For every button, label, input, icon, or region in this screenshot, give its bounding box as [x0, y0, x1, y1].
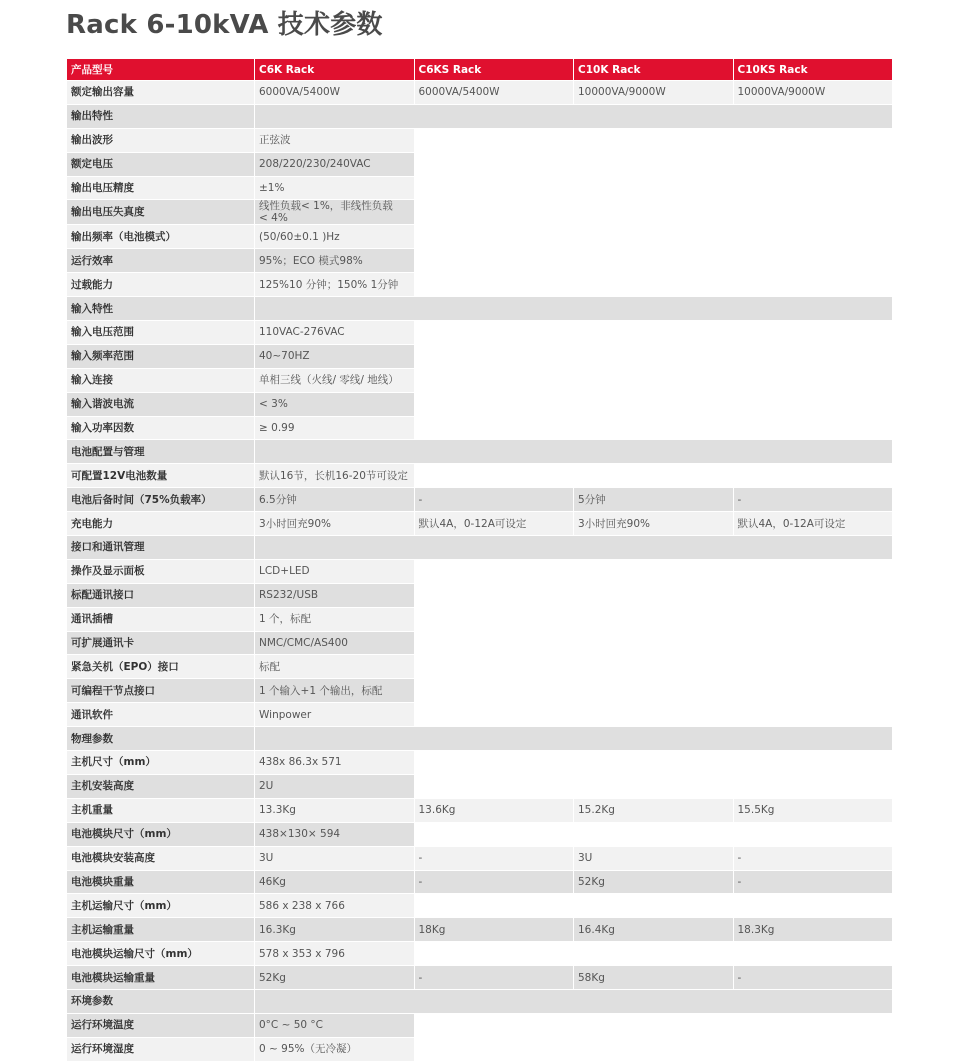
cell-value: 默认4A，0-12A可设定	[414, 512, 574, 536]
table-row	[67, 512, 893, 536]
row-label: 电池后备时间（75%负载率）	[67, 488, 255, 512]
row-label: 输出频率（电池模式）	[67, 225, 255, 249]
empty-cell	[414, 128, 893, 152]
cell-value: -	[733, 846, 893, 870]
table-row	[67, 559, 893, 583]
table-row	[67, 870, 893, 894]
cell-value-line: < 4%	[259, 212, 288, 225]
table-row	[67, 152, 893, 176]
cell-value: 6000VA/5400W	[414, 81, 574, 105]
row-label: 输出电压失真度	[67, 200, 255, 225]
table-row	[67, 321, 893, 345]
row-label: 电池模块安装高度	[67, 846, 255, 870]
table-row	[67, 1037, 893, 1061]
row-label: 运行环境温度	[67, 1013, 255, 1037]
empty-cell	[414, 176, 893, 200]
row-label: 输出波形	[67, 128, 255, 152]
cell-value: 正弦波	[255, 128, 415, 152]
empty-cell	[414, 152, 893, 176]
table-row	[67, 225, 893, 249]
page-title: Rack 6-10kVA 技术参数	[66, 10, 383, 40]
table-row	[67, 655, 893, 679]
header-model-3: C10K Rack	[574, 59, 734, 81]
table-row	[67, 344, 893, 368]
cell-value: 46Kg	[255, 870, 415, 894]
category-label: 环境参数	[67, 989, 255, 1013]
row-label: 输出电压精度	[67, 176, 255, 200]
cell-value: 52Kg	[255, 966, 415, 990]
empty-cell	[414, 392, 893, 416]
empty-cell	[414, 273, 893, 297]
cell-value: RS232/USB	[255, 583, 415, 607]
row-label: 充电能力	[67, 512, 255, 536]
header-model-2: C6KS Rack	[414, 59, 574, 81]
header-model-label: 产品型号	[67, 59, 255, 81]
cell-value: ±1%	[255, 176, 415, 200]
empty-cell	[414, 225, 893, 249]
cell-value: 6000VA/5400W	[255, 81, 415, 105]
cell-value: 18.3Kg	[733, 918, 893, 942]
row-label: 主机尺寸（mm）	[67, 751, 255, 775]
cell-value: 10000VA/9000W	[733, 81, 893, 105]
table-category-row	[67, 297, 893, 321]
cell-value: -	[414, 488, 574, 512]
category-label: 电池配置与管理	[67, 440, 255, 464]
row-label: 电池模块运输尺寸（mm）	[67, 942, 255, 966]
table-row	[67, 273, 893, 297]
cell-value: 578 x 353 x 796	[255, 942, 415, 966]
row-label: 运行效率	[67, 249, 255, 273]
cell-value: 1 个输入+1 个输出，标配	[255, 679, 415, 703]
table-category-row	[67, 104, 893, 128]
table-row	[67, 249, 893, 273]
cell-value: -	[733, 870, 893, 894]
table-row	[67, 798, 893, 822]
row-label: 输入电压范围	[67, 321, 255, 345]
cell-value: 16.4Kg	[574, 918, 734, 942]
category-spacer	[255, 989, 893, 1013]
table-row	[67, 894, 893, 918]
table-row	[67, 176, 893, 200]
empty-cell	[414, 416, 893, 440]
table-category-row	[67, 440, 893, 464]
table-row	[67, 774, 893, 798]
empty-cell	[414, 321, 893, 345]
table-row	[67, 631, 893, 655]
category-spacer	[255, 440, 893, 464]
cell-value: 10000VA/9000W	[574, 81, 734, 105]
category-label: 物理参数	[67, 727, 255, 751]
cell-value-line: 线性负载< 1%，非线性负载	[259, 200, 393, 213]
table-row	[67, 822, 893, 846]
cell-value: 0 ~ 95%（无冷凝）	[255, 1037, 415, 1061]
cell-value: -	[414, 966, 574, 990]
empty-cell	[414, 464, 893, 488]
cell-value: -	[414, 846, 574, 870]
cell-value: 3U	[574, 846, 734, 870]
category-label: 输入特性	[67, 297, 255, 321]
cell-value: 208/220/230/240VAC	[255, 152, 415, 176]
table-row	[67, 942, 893, 966]
row-label: 通讯软件	[67, 703, 255, 727]
table-row	[67, 966, 893, 990]
empty-cell	[414, 200, 893, 225]
table-category-row	[67, 536, 893, 560]
row-label: 主机运输尺寸（mm）	[67, 894, 255, 918]
table-row	[67, 607, 893, 631]
row-label: 运行环境湿度	[67, 1037, 255, 1061]
table-row	[67, 128, 893, 152]
cell-value: 默认16节，长机16-20节可设定	[255, 464, 415, 488]
row-label: 输入频率范围	[67, 344, 255, 368]
cell-value: 1 个，标配	[255, 607, 415, 631]
cell-value: 5分钟	[574, 488, 734, 512]
empty-cell	[414, 631, 893, 655]
table-row	[67, 751, 893, 775]
empty-cell	[414, 607, 893, 631]
table-category-row	[67, 727, 893, 751]
category-spacer	[255, 104, 893, 128]
table-row	[67, 81, 893, 105]
category-label: 接口和通讯管理	[67, 536, 255, 560]
spec-table	[66, 58, 893, 1062]
empty-cell	[414, 368, 893, 392]
row-label: 可扩展通讯卡	[67, 631, 255, 655]
row-label: 电池模块重量	[67, 870, 255, 894]
table-row	[67, 1013, 893, 1037]
row-label: 电池模块尺寸（mm）	[67, 822, 255, 846]
cell-value: 2U	[255, 774, 415, 798]
empty-cell	[414, 822, 893, 846]
cell-value: 15.2Kg	[574, 798, 734, 822]
cell-value	[255, 200, 415, 225]
cell-value: 95%；ECO 模式98%	[255, 249, 415, 273]
table-row	[67, 679, 893, 703]
cell-value: 单相三线（火线/ 零线/ 地线）	[255, 368, 415, 392]
cell-value: -	[414, 870, 574, 894]
table-row	[67, 368, 893, 392]
row-label: 输入谐波电流	[67, 392, 255, 416]
cell-value: 586 x 238 x 766	[255, 894, 415, 918]
row-label: 主机安装高度	[67, 774, 255, 798]
row-label: 紧急关机（EPO）接口	[67, 655, 255, 679]
empty-cell	[414, 774, 893, 798]
cell-value: 13.6Kg	[414, 798, 574, 822]
header-model-4: C10KS Rack	[733, 59, 893, 81]
category-spacer	[255, 297, 893, 321]
row-label: 过载能力	[67, 273, 255, 297]
cell-value: 3小时回充90%	[255, 512, 415, 536]
row-label: 可编程干节点接口	[67, 679, 255, 703]
row-label: 电池模块运输重量	[67, 966, 255, 990]
cell-value: 标配	[255, 655, 415, 679]
cell-value: 40~70HZ	[255, 344, 415, 368]
empty-cell	[414, 1013, 893, 1037]
empty-cell	[414, 679, 893, 703]
cell-value: LCD+LED	[255, 559, 415, 583]
table-category-row	[67, 989, 893, 1013]
cell-value: 6.5分钟	[255, 488, 415, 512]
cell-value: NMC/CMC/AS400	[255, 631, 415, 655]
row-label: 输入连接	[67, 368, 255, 392]
cell-value: -	[733, 488, 893, 512]
table-row	[67, 846, 893, 870]
cell-value: 默认4A，0-12A可设定	[733, 512, 893, 536]
row-label: 操作及显示面板	[67, 559, 255, 583]
table-row	[67, 488, 893, 512]
cell-value: 3U	[255, 846, 415, 870]
empty-cell	[414, 249, 893, 273]
empty-cell	[414, 1037, 893, 1061]
cell-value: 110VAC-276VAC	[255, 321, 415, 345]
empty-cell	[414, 703, 893, 727]
cell-value: 52Kg	[574, 870, 734, 894]
table-row	[67, 200, 893, 225]
row-label: 主机重量	[67, 798, 255, 822]
cell-value: 438×130× 594	[255, 822, 415, 846]
category-spacer	[255, 536, 893, 560]
cell-value: 13.3Kg	[255, 798, 415, 822]
header-model-1: C6K Rack	[255, 59, 415, 81]
table-row	[67, 703, 893, 727]
cell-value: 0°C ~ 50 °C	[255, 1013, 415, 1037]
cell-value: 18Kg	[414, 918, 574, 942]
cell-value: 3小时回充90%	[574, 512, 734, 536]
row-label: 通讯插槽	[67, 607, 255, 631]
row-label: 主机运输重量	[67, 918, 255, 942]
cell-value: 16.3Kg	[255, 918, 415, 942]
empty-cell	[414, 655, 893, 679]
table-row	[67, 416, 893, 440]
empty-cell	[414, 894, 893, 918]
row-label: 可配置12V电池数量	[67, 464, 255, 488]
table-row	[67, 583, 893, 607]
table-row	[67, 392, 893, 416]
cell-value: Winpower	[255, 703, 415, 727]
row-label: 标配通讯接口	[67, 583, 255, 607]
cell-value: ≥ 0.99	[255, 416, 415, 440]
table-header-row	[67, 59, 893, 81]
row-label: 额定输出容量	[67, 81, 255, 105]
cell-value: < 3%	[255, 392, 415, 416]
row-label: 额定电压	[67, 152, 255, 176]
cell-value: (50/60±0.1 )Hz	[255, 225, 415, 249]
cell-value: 125%10 分钟；150% 1分钟	[255, 273, 415, 297]
empty-cell	[414, 583, 893, 607]
category-spacer	[255, 727, 893, 751]
cell-value: -	[733, 966, 893, 990]
empty-cell	[414, 559, 893, 583]
table-row	[67, 464, 893, 488]
category-label: 输出特性	[67, 104, 255, 128]
spec-table-body	[67, 59, 893, 1062]
row-label: 输入功率因数	[67, 416, 255, 440]
empty-cell	[414, 344, 893, 368]
cell-value: 438x 86.3x 571	[255, 751, 415, 775]
cell-value: 15.5Kg	[733, 798, 893, 822]
cell-value: 58Kg	[574, 966, 734, 990]
table-row	[67, 918, 893, 942]
empty-cell	[414, 942, 893, 966]
empty-cell	[414, 751, 893, 775]
